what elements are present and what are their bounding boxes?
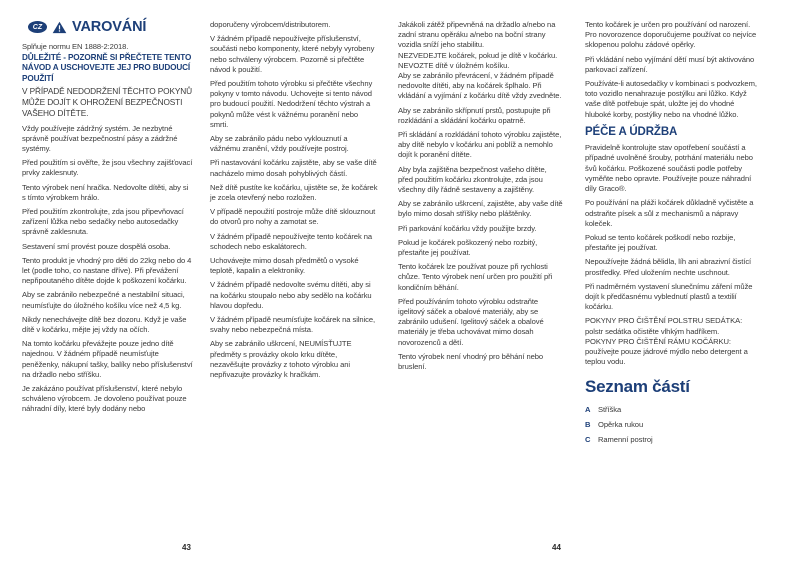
list-item bbox=[585, 435, 762, 445]
paragraph: Aby se zabránilo pádu nebo vyklouznutí a vážnému zranění, vždy používejte postroj. bbox=[210, 134, 349, 154]
paragraph: Při vkládání nebo vyjímání dětí musí být aktivováno parkovací zařízení. bbox=[585, 54, 755, 74]
paragraph: Pravidelně kontrolujte stav opotřebení součástí a případné uvolněné šrouby, potrhání materiálu nebo švů kočárku. Poškozené součásti podle potřeby vyměňte nebo opravte. Používejte pouze náhradní díly Graco®. bbox=[585, 143, 753, 194]
page-number-left: 43 bbox=[182, 543, 191, 552]
paragraph: Aby se zabránilo skřípnutí prstů, postupujte při rozkládání a skládání kočárku opatrně. bbox=[398, 105, 551, 125]
column-1 bbox=[22, 20, 207, 419]
part-letter: C bbox=[585, 434, 591, 444]
parts-list-heading: Seznam částí bbox=[585, 377, 690, 397]
paragraph: POKYNY PRO ČIŠTĚNÍ POLSTRU SEDÁTKA: polstr sedátka očistěte vlhkým hadříkem. bbox=[585, 316, 743, 336]
paragraph: doporučeny výrobcem/distributorem. bbox=[210, 20, 331, 29]
paragraph: Používáte-li autosedačky v kombinaci s podvozkem, toto vozidlo nenahrazuje postýlku ani lůžko. Když vaše dítě potřebuje spát, uložte jej do vhodné hluboké korby, postýlky nebo na vhodné lůžko. bbox=[585, 79, 757, 119]
paragraph: Pokud je kočárek poškozený nebo rozbitý, přestaňte jej používat. bbox=[398, 237, 538, 258]
paragraph: Na tomto kočárku převážejte pouze jedno dítě najednou. V žádném případě neumísťujte peněženky, nákupní tašky, balíky nebo příslušenství na držadlo nebo stříšku. bbox=[22, 339, 193, 379]
paragraph: Před používáním tohoto výrobku odstraňte igelitový sáček a obalové materiály, aby se zabránilo udušení. Igelitový sáček a obalové materiály je třeba uchovávat mimo dosah novorozenců a dětí. bbox=[398, 296, 544, 347]
paragraph: Tento výrobek není hračka. Nedovolte dítěti, aby si s tímto výrobkem hrálo. bbox=[22, 182, 189, 202]
parts-list bbox=[585, 405, 762, 445]
paragraph: Při nadměrném vystavení slunečnímu záření může dojít k předčasnému vyblednutí plastů a textilií kočárku. bbox=[585, 281, 753, 312]
paragraph: Před použitím si ověřte, že jsou všechny zajišťovací prvky zaklesnuty. bbox=[22, 158, 193, 178]
care-and-maintenance-heading: PÉČE A ÚDRŽBA bbox=[585, 125, 678, 138]
part-label: Stříška bbox=[598, 405, 622, 415]
paragraph: Jakákoli zátěž připevněná na držadlo a/nebo na zadní stranu opěráku a/nebo na boční strany vozidla sníží jeho stabilitu. bbox=[398, 20, 556, 50]
warning-triangle-icon bbox=[52, 21, 67, 34]
paragraph: Aby se zabránilo uškrcení, NEUMÍSŤUJTE předměty s provázky okolo krku dítěte, nezavěšujte provázky z tohoto výrobku ani nepřivazujte provázky k hračkám. bbox=[210, 339, 352, 380]
paragraph: Při parkování kočárku vždy použijte brzdy. bbox=[398, 223, 537, 233]
paragraph: Tento kočárek je určen pro používání od narození. Pro novorozence doporučujeme používat co nejvíce sklopenou polohu zádové opěrky. bbox=[585, 20, 757, 50]
column-2 bbox=[207, 20, 392, 384]
paragraph: NEVOZTE dítě v úložném košíku. bbox=[398, 60, 510, 70]
paragraph: V žádném případě nepoužívejte příslušenství, součásti nebo komponenty, které nebyly vyrobeny nebo schváleny výrobcem. Pozorně si přečtěte návod k použití. bbox=[210, 34, 375, 74]
paragraph: Aby se zabránilo nebezpečné a nestabilní situaci, neumísťujte do úložného košíku více než 4,5 kg. bbox=[22, 290, 185, 310]
list-item bbox=[585, 405, 762, 415]
paragraph: Tento produkt je vhodný pro děti do 22kg nebo do 4 let (podle toho, co nastane dříve). Při převážení nepřipoutaného dítěte dojde k poškození kočárku. bbox=[22, 255, 192, 286]
paragraph: Tento kočárek lze používat pouze při rychlosti chůze. Tento výrobek není určen pro použití při kondičním běhání. bbox=[398, 262, 553, 292]
paragraph: Uchovávejte mimo dosah předmětů o vysoké teplotě, kapalin a elektroniky. bbox=[210, 256, 359, 276]
paragraph: Nikdy nenechávejte dítě bez dozoru. Když je vaše dítě v kočárku, mějte jej vždy na očích. bbox=[22, 314, 187, 334]
column-3 bbox=[392, 20, 577, 376]
paragraph: Tento výrobek není vhodný pro běhání nebo bruslení. bbox=[398, 351, 544, 372]
paragraph: V žádném případě nedovolte svému dítěti, aby si na kočárku stoupalo nebo aby sedělo na kočárku hlavou dopředu. bbox=[210, 280, 372, 310]
paragraph: Než dítě pustíte ke kočárku, ujistěte se, že kočárek je zcela otevřený nebo rozložen. bbox=[210, 182, 378, 203]
part-label: Ramenní postroj bbox=[598, 434, 653, 444]
paragraph: Aby se zabránilo uškrcení, zajistěte, aby vaše dítě bylo mimo dosah stříšky nebo pláštěnky. bbox=[398, 199, 563, 219]
part-label: Opěrka rukou bbox=[598, 419, 644, 429]
paragraph: Při skládání a rozkládání tohoto výrobku zajistěte, aby dítě nebylo v kočárku ani poblíž a nemohlo dojít k poranění dítěte. bbox=[398, 130, 562, 160]
standard-reference: Splňuje normu EN 1888-2:2018. bbox=[22, 41, 129, 51]
paragraph: Po používání na pláži kočárek důkladně vyčistěte a odstraňte písek a sůl z mechanismů a nápravy koleček. bbox=[585, 198, 754, 228]
column-4 bbox=[577, 20, 762, 449]
part-letter: B bbox=[585, 419, 591, 429]
warning-title: VAROVÁNÍ bbox=[72, 19, 147, 35]
caps-warning: V PŘÍPADĚ NEDODRŽENÍ TĚCHTO POKYNŮ MŮŽE DOJÍT K OHROŽENÍ BEZPEČNOSTI VAŠEHO DÍTĚTE. bbox=[22, 86, 193, 118]
paragraph: Vždy používejte zádržný systém. Je nezbytné správně používat bezpečnostní pásy a zádržné systémy. bbox=[22, 123, 178, 153]
paragraph: Při nastavování kočárku zajistěte, aby se vaše dítě nacházelo mimo dosah pohyblivých částí. bbox=[210, 158, 377, 178]
paragraph: NEZVEDEJTE kočárek, pokud je dítě v kočárku. bbox=[398, 50, 558, 60]
paragraph: Aby byla zajištěna bezpečnost vašeho dítěte, před použitím kočárku zkontrolujte, zda jsou všechny díly řádně sestaveny a zajištěny. bbox=[398, 164, 547, 195]
paragraph: Před použitím tohoto výrobku si přečtěte všechny pokyny v tomto návodu. Uchovejte si tento návod pro budoucí použití. Nedodržení těchto výstrah a pokynů může vést k vážnému poranění nebo smrti. bbox=[210, 79, 373, 129]
locale-badge-cz: CZ bbox=[28, 21, 47, 33]
list-item bbox=[585, 420, 762, 430]
paragraph: Sestavení smí provést pouze dospělá osoba. bbox=[22, 241, 171, 251]
paragraph: Je zakázáno používat příslušenství, které nebylo schváleno výrobcem. Je dovoleno používat pouze náhradní díly, které byly dodány nebo bbox=[22, 384, 187, 414]
important-heading: DŮLEŽITÉ - POZORNĚ SI PŘEČTETE TENTO NÁVOD A USCHOVEJTE JEJ PRO BUDOUCÍ POUŽITÍ bbox=[22, 52, 192, 83]
paragraph: Aby se zabránilo převrácení, v žádném případě nedovolte dítěti, aby na kočárek šplhalo. Při vkládání a vyjímání z kočárku dítě vždy zvedněte. bbox=[398, 71, 562, 101]
page-footer bbox=[22, 543, 782, 557]
paragraph: POKYNY PRO ČIŠTĚNÍ RÁMU KOČÁRKU: používejte pouze jádrové mýdlo nebo detergent a teplou vodu. bbox=[585, 336, 748, 367]
page-number-right: 44 bbox=[552, 543, 561, 552]
part-letter: A bbox=[585, 405, 591, 415]
paragraph: V žádném případě nepoužívejte tento kočárek na schodech nebo eskalátorech. bbox=[210, 231, 372, 251]
columns-container bbox=[22, 20, 782, 525]
paragraph: Před použitím zkontrolujte, zda jsou připevňovací zařízení lůžka nebo sedačky nebo autosedačky správně zaklesnuta. bbox=[22, 206, 184, 237]
paragraph: V žádném případě neumísťujte kočárek na silnice, svahy nebo nebezpečná místa. bbox=[210, 315, 376, 335]
paragraph: Nepoužívejte žádná bělidla, líh ani abrazivní čistící prostředky. Před uložením nechte uschnout. bbox=[585, 257, 752, 277]
paragraph: V případě nepoužití postroje může dítě sklouznout do otvorů pro nohy a zamotat se. bbox=[210, 207, 376, 227]
paragraph: Pokud se tento kočárek poškodí nebo rozbije, přestaňte jej používat. bbox=[585, 232, 736, 253]
warning-header bbox=[28, 20, 193, 35]
